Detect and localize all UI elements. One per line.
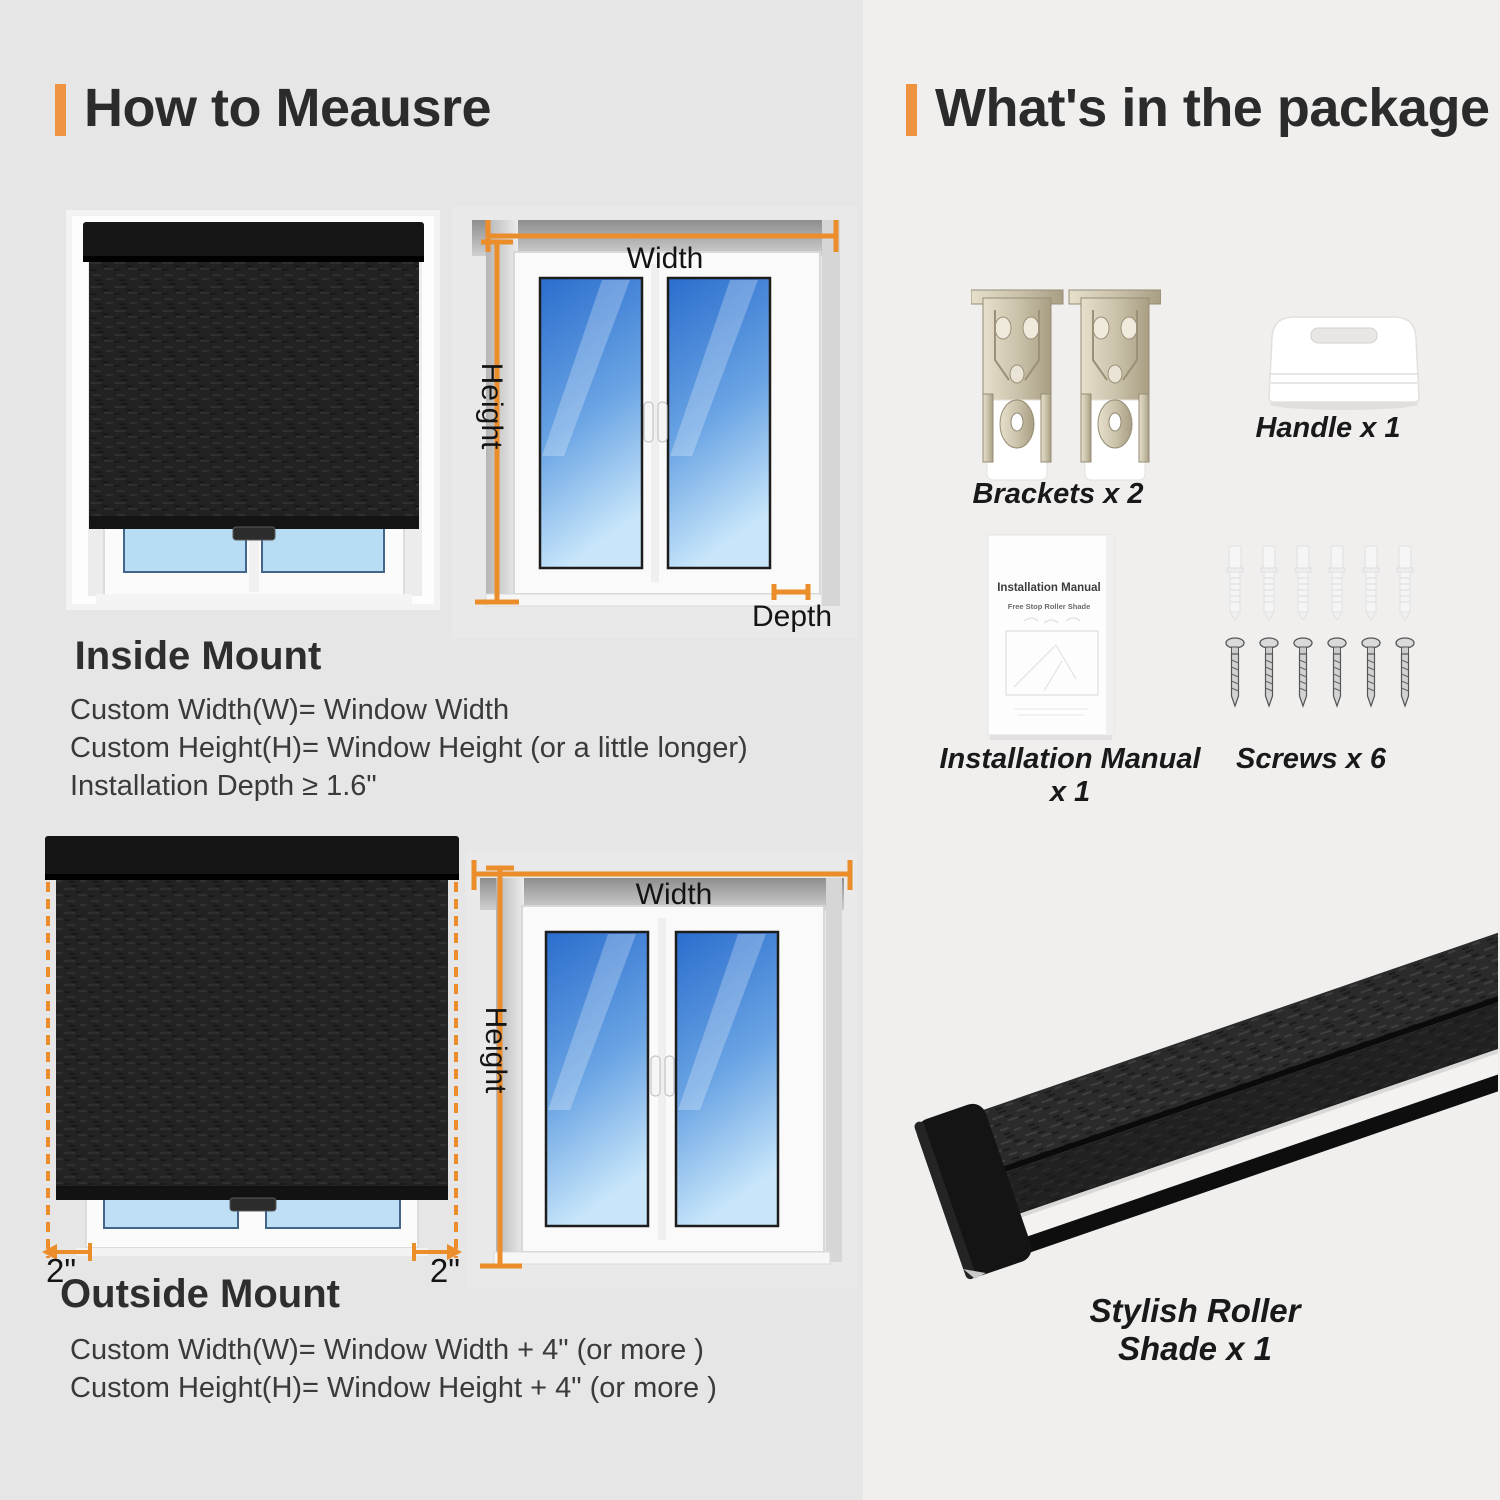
manual-page-title: Installation Manual	[997, 582, 1101, 594]
outside-mount-shade-illustration	[40, 836, 464, 1284]
outside-mount-window-diagram	[466, 852, 858, 1288]
gap-label-left: 2"	[46, 1252, 77, 1284]
shade-cassette	[45, 836, 459, 880]
package-header	[906, 80, 1489, 137]
brackets-label: Brackets x 2	[972, 478, 1144, 510]
screws-label: Screws x 6	[1236, 743, 1386, 775]
roller-shade-fabric	[89, 258, 419, 540]
shade-cassette	[83, 222, 424, 262]
roller-shade-illustration	[908, 912, 1498, 1292]
inside-measure-line-3: Installation Depth ≥ 1.6"	[70, 770, 377, 802]
height-label: Height	[475, 362, 508, 450]
manual-illustration	[984, 533, 1119, 743]
manual-label: Installation Manual x 1	[939, 743, 1201, 808]
roller-shade-cassette-3d	[913, 912, 1498, 1281]
manual-page-subtitle: Free Stop Roller Shade	[1007, 602, 1091, 611]
how-to-measure-header	[55, 80, 491, 137]
wall-anchors	[1227, 546, 1413, 620]
package-title: What's in the package	[935, 78, 1490, 138]
outside-mount-heading: Outside Mount	[60, 1272, 340, 1316]
how-to-measure-title: How to Meausre	[84, 78, 492, 138]
screws-illustration	[1221, 542, 1421, 724]
outside-measure-line-1: Custom Width(W)= Window Width + 4" (or more )	[70, 1334, 704, 1366]
bracket-icon	[971, 290, 1161, 480]
height-label: Height	[479, 1006, 512, 1094]
inside-mount-window-diagram	[452, 206, 858, 638]
roller-shade-fabric	[56, 876, 448, 1211]
inside-mount-heading: Inside Mount	[74, 634, 322, 678]
inside-measure-line-1: Custom Width(W)= Window Width	[70, 694, 510, 726]
width-label: Width	[626, 242, 704, 275]
handle-label: Handle x 1	[1255, 412, 1401, 444]
accent-bar-right	[906, 84, 917, 136]
depth-label: Depth	[751, 600, 833, 633]
window-illustration	[486, 252, 822, 606]
window-illustration	[494, 906, 830, 1264]
brackets-illustration	[971, 282, 1161, 487]
manual-page	[988, 535, 1114, 735]
inside-mount-shade-illustration	[66, 210, 440, 610]
package-contents-panel	[863, 0, 1500, 1500]
handle-illustration	[1259, 304, 1429, 410]
inside-measure-line-2: Custom Height(H)= Window Height (or a little longer)	[70, 732, 748, 764]
roller-shade-label: Stylish Roller Shade x 1	[1089, 1292, 1301, 1367]
width-label: Width	[635, 878, 713, 911]
gap-label-right: 2"	[429, 1252, 460, 1284]
outside-measure-line-2: Custom Height(H)= Window Height + 4" (or more )	[70, 1372, 717, 1404]
screws-icons	[1226, 638, 1414, 706]
accent-bar-left	[55, 84, 66, 136]
